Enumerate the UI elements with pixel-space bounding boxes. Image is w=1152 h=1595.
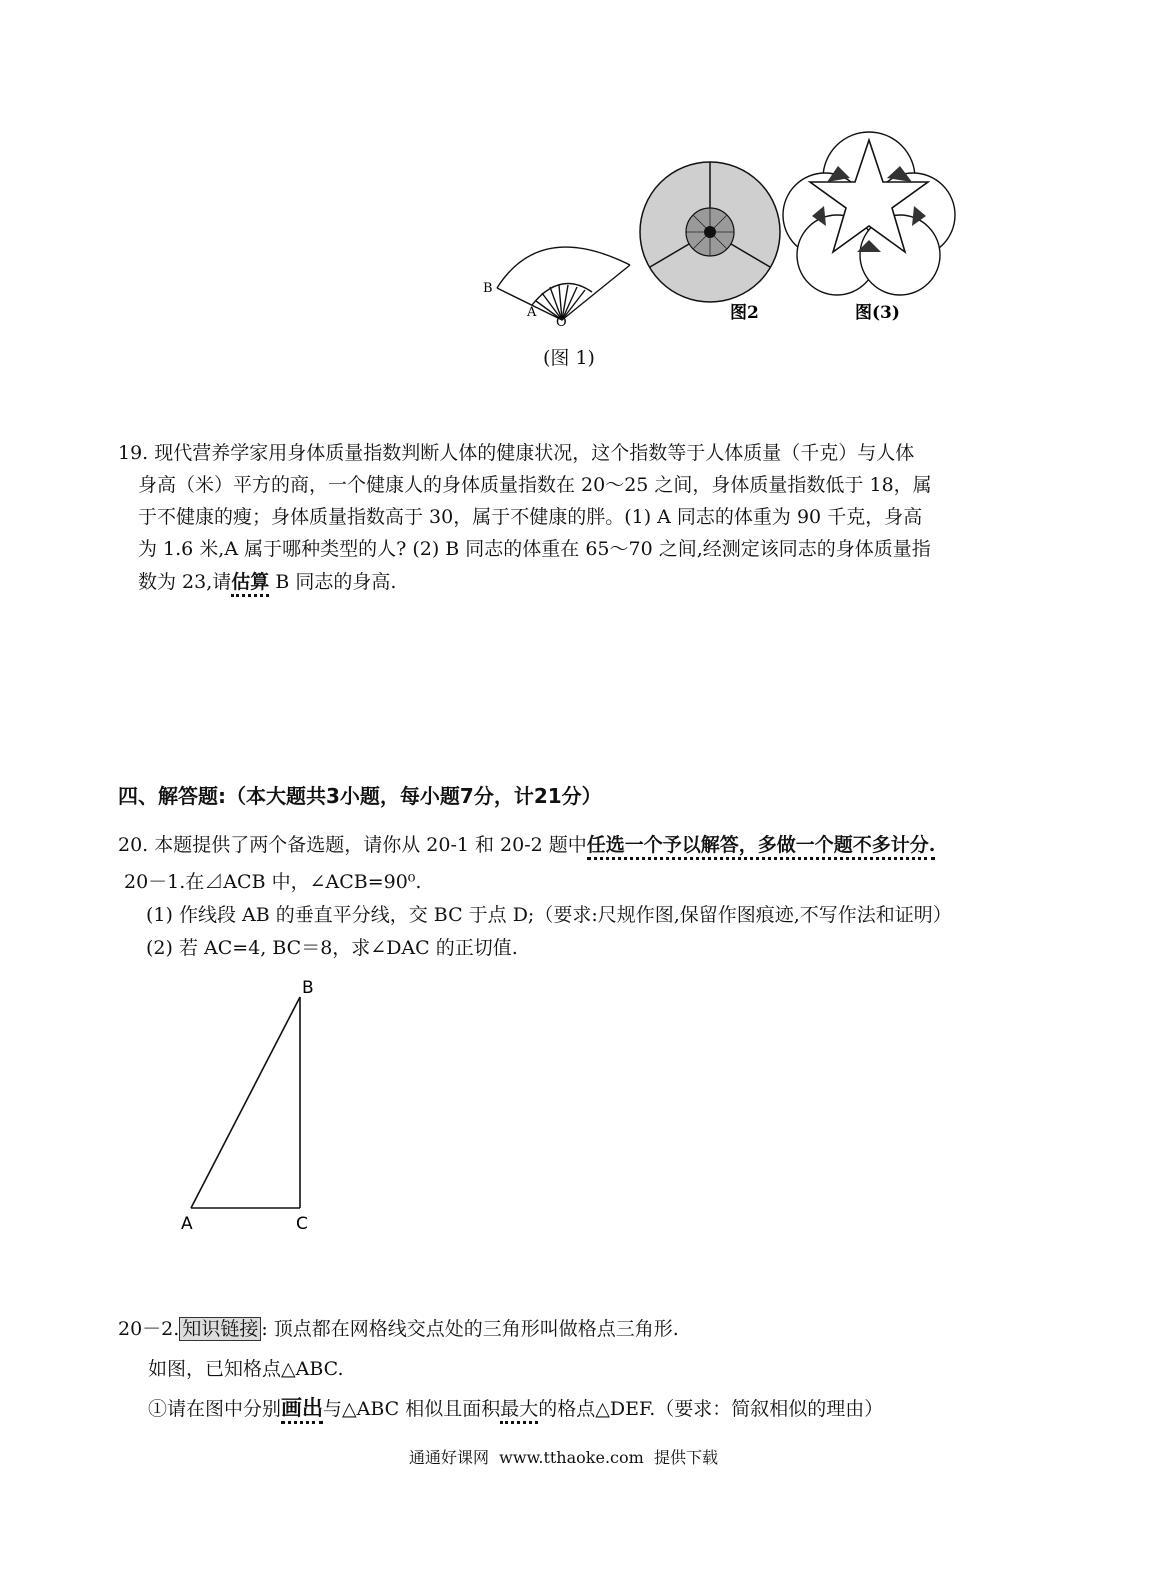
q20-2-line-3-post: 的格点△DEF.（要求：简叙相似的理由） (538, 1398, 884, 1420)
knowledge-link-box: 知识链接 (179, 1317, 261, 1341)
triangle-label-c: C (296, 1214, 308, 1234)
fig1-point-o: O (556, 315, 567, 330)
triangle-acb (178, 975, 328, 1240)
q19-line-3: 于不健康的瘦；身体质量指数高于 30，属于不健康的胖。(1) A 同志的体重为 90 千克，身高 (138, 506, 923, 528)
q19-line-2: 身高（米）平方的商，一个健康人的身体质量指数在 20～25 之间，身体质量指数低于 18，属 (138, 474, 932, 496)
q20-2-line-3-pre: ①请在图中分别 (148, 1398, 282, 1420)
q20-intro-emphasis: 任选一个予以解答，多做一个题不多计分. (587, 834, 936, 860)
fig1-point-a: A (527, 305, 537, 320)
q19-line-5 (138, 566, 396, 598)
q20-intro-pre: 20. 本题提供了两个备选题，请你从 20-1 和 20-2 题中 (118, 834, 587, 856)
q19-line-4: 为 1.6 米,A 属于哪种类型的人? (2) B 同志的体重在 65～70 之间,经测定该同志的身体质量指 (138, 538, 931, 560)
q19-line-1: 19. 现代营养学家用身体质量指数判断人体的健康状况，这个指数等于人体质量（千克）与人体 (118, 442, 915, 464)
fig1-caption: (图 1) (543, 347, 595, 369)
q20-1-title: 20－1.在⊿ACB 中，∠ACB=90⁰. (124, 871, 422, 893)
q20-2-line-2: 如图，已知格点△ABC. (148, 1358, 344, 1380)
fig2-label: 图2 (730, 303, 759, 323)
q20-2-rest: : 顶点都在网格线交点处的三角形叫做格点三角形. (261, 1318, 679, 1340)
figure-1-fan (480, 130, 640, 340)
q19-line-5-post: B 同志的身高. (269, 571, 397, 593)
q20-1-item-2: (2) 若 AC=4, BC＝8，求∠DAC 的正切值. (146, 937, 518, 959)
q20-2-line-3 (148, 1392, 883, 1425)
q20-2-prefix: 20－2. (118, 1318, 180, 1340)
q20-2-line-1 (118, 1313, 679, 1345)
section-4-heading: 四、解答题:（本大题共3小题，每小题7分，计21分） (118, 784, 602, 808)
fig1-point-b: B (483, 281, 493, 296)
triangle-label-b: B (302, 978, 314, 998)
q20-intro (118, 829, 935, 861)
q20-2-emphasis-draw: 画出 (281, 1395, 323, 1424)
q19-emphasis-estimate: 估算 (231, 571, 269, 597)
q20-2-line-3-mid: 与△ABC 相似且面积 (323, 1398, 501, 1420)
figure-3-star (782, 120, 957, 330)
q20-1-item-1: (1) 作线段 AB 的垂直平分线，交 BC 于点 D;（要求:尺规作图,保留作图痕迹,不写作法和证明） (146, 904, 952, 926)
q20-2-emphasis-largest: 最大 (500, 1398, 538, 1424)
fig3-label: 图(3) (855, 303, 900, 323)
figure-2-circle (638, 140, 788, 330)
triangle-label-a: A (181, 1214, 193, 1234)
page-footer: 通通好课网 www.tthaoke.com 提供下载 (409, 1448, 718, 1467)
q19-line-5-pre: 数为 23,请 (138, 571, 232, 593)
